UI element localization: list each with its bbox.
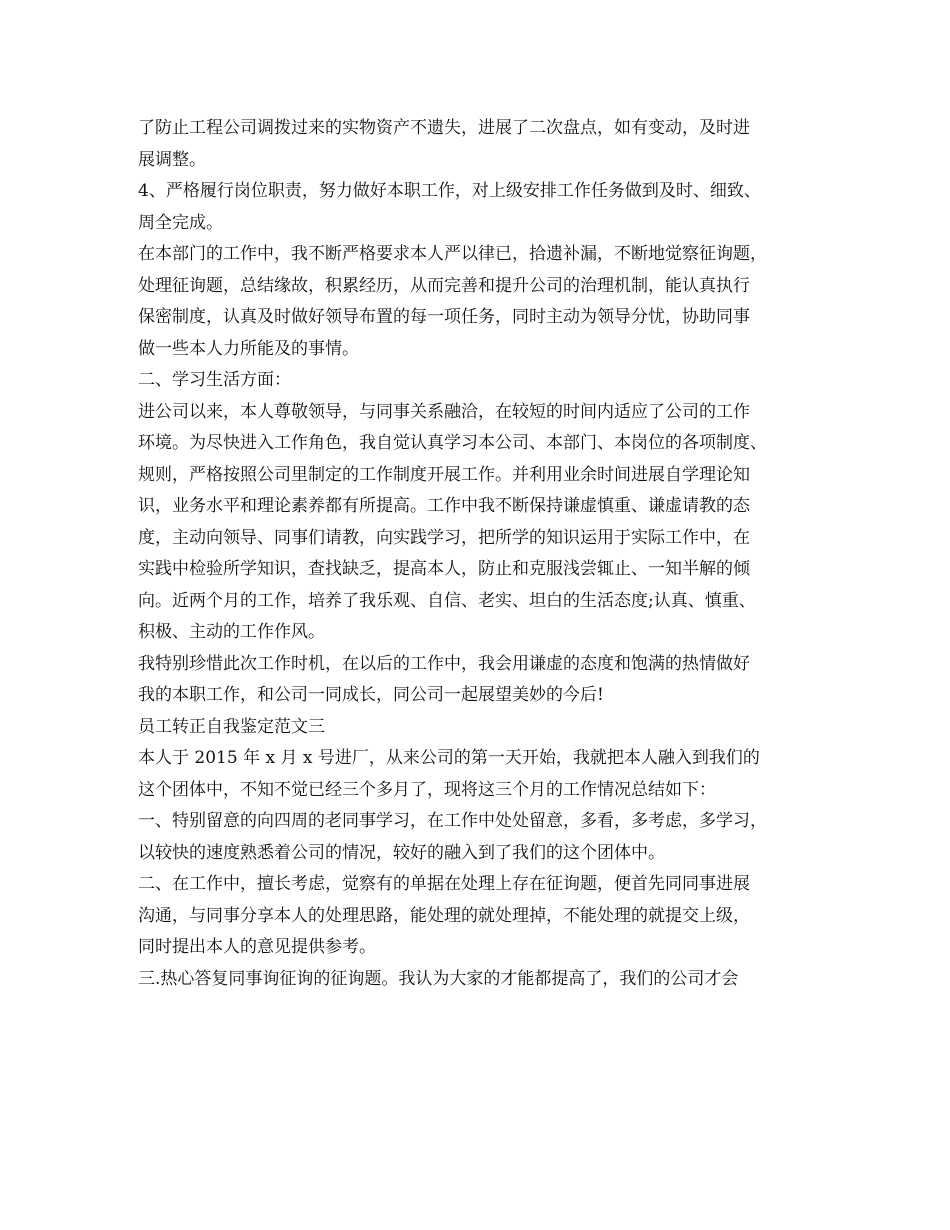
text-line: 三.热心答复同事询征询的征询题。我认为大家的才能都提高了，我们的公司才会	[138, 968, 739, 989]
text-line: 度，主动向领导、同事们请教，向实践学习，把所学的知识运用于实际工作中，在	[138, 527, 750, 548]
text-line: 保密制度，认真及时做好领导布置的每一项任务，同时主动为领导分忧，协助同事	[138, 307, 750, 327]
text-line: 规则，严格按照公司里制定的工作制度开展工作。并利用业余时间进展自学理论知	[138, 464, 750, 485]
text-line: 展调整。	[138, 149, 206, 170]
text-line: 做一些本人力所能及的事情。	[138, 338, 359, 359]
text-line: 员工转正自我鉴定范文三	[138, 716, 325, 737]
text-line: 沟通，与同事分享本人的处理思路，能处理的就处理掉，不能处理的就提交上级，	[138, 905, 750, 926]
text-line: 我的本职工作，和公司一同成长，同公司一起展望美妙的今后!	[138, 685, 604, 705]
text-line: 向。近两个月的工作，培养了我乐观、自信、老实、坦白的生活态度;认真、慎重、	[138, 590, 756, 611]
text-line: 处理征询题，总结缘故，积累经历，从而完善和提升公司的治理机制，能认真执行	[138, 275, 750, 296]
text-line: 本人于 2015 年 x 月 x 号进厂，从来公司的第一天开始，我就把本人融入到我们的	[138, 748, 760, 768]
document-body	[138, 113, 838, 995]
text-line: 了防止工程公司调拨过来的实物资产不遗失，进展了二次盘点，如有变动，及时进	[138, 118, 750, 138]
text-line: 同时提出本人的意见提供参考。	[138, 937, 376, 957]
text-line: 识，业务水平和理论素养都有所提高。工作中我不断保持谦虚慎重、谦虚请教的态	[138, 496, 750, 516]
text-line: 我特别珍惜此次工作时机，在以后的工作中，我会用谦虚的态度和饱满的热情做好	[138, 653, 750, 674]
text-line: 4、严格履行岗位职责，努力做好本职工作，对上级安排工作任务做到及时、细致、	[138, 181, 761, 201]
text-line: 一、特别留意的向四周的老同事学习，在工作中处处留意，多看，多考虑，多学习，	[138, 811, 767, 831]
text-line: 二、在工作中，擅长考虑，觉察有的单据在处理上存在征询题，便首先同同事进展	[138, 874, 750, 894]
text-line: 周全完成。	[138, 212, 223, 233]
text-line: 环境。为尽快进入工作角色，我自觉认真学习本公司、本部门、本岗位的各项制度、	[138, 433, 767, 453]
text-line: 二、学习生活方面：	[138, 370, 291, 390]
text-line: 积极、主动的工作作风。	[138, 622, 325, 642]
text-line: 实践中检验所学知识，查找缺乏，提高本人，防止和克服浅尝辄止、一知半解的倾	[138, 559, 750, 579]
text-line: 进公司以来，本人尊敬领导，与同事关系融洽，在较短的时间内适应了公司的工作	[138, 401, 750, 422]
text-line: 以较快的速度熟悉着公司的情况，较好的融入到了我们的这个团体中。	[138, 842, 665, 863]
text-line: 在本部门的工作中，我不断严格要求本人严以律已，拾遗补漏，不断地觉察征询题，	[138, 244, 767, 264]
text-line: 这个团体中，不知不觉已经三个多月了，现将这三个月的工作情况总结如下：	[138, 779, 716, 800]
